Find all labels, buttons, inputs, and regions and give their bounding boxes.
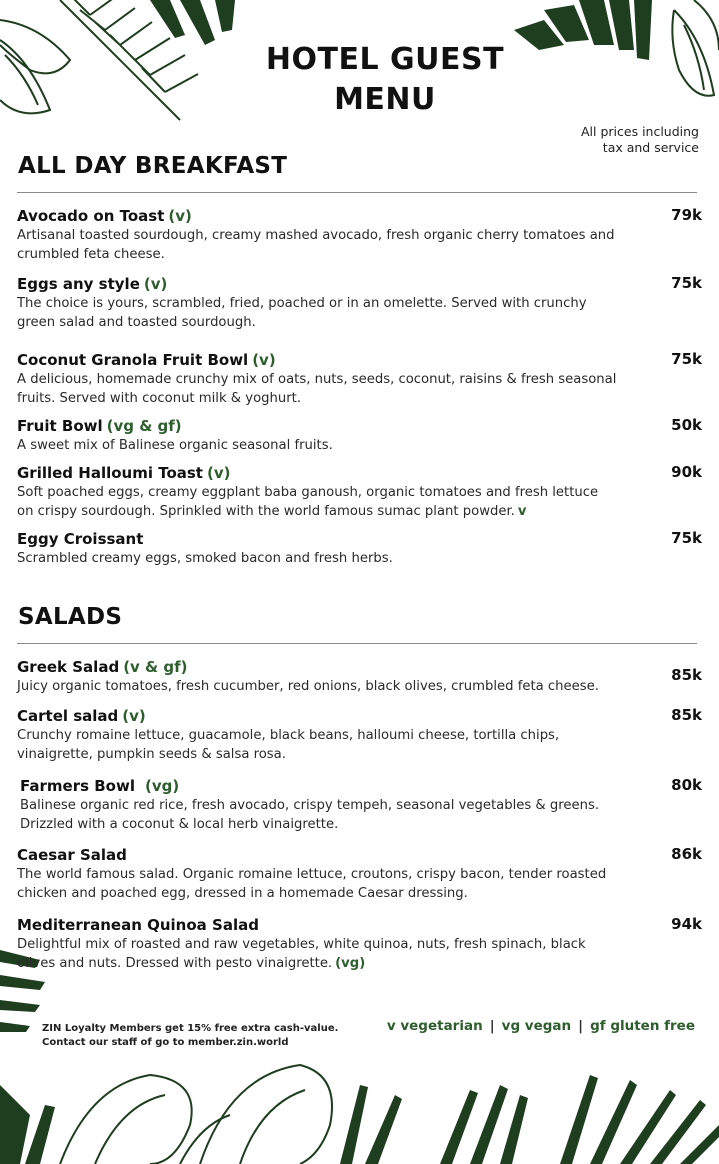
diet-legend — [387, 1018, 695, 1034]
menu-item — [17, 206, 702, 264]
legend-vegan: vg vegan — [501, 1018, 572, 1034]
item-diet-tag: (v) — [122, 707, 146, 725]
item-diet-tag: (v) — [168, 207, 192, 225]
menu-item — [17, 463, 702, 521]
bottom-foliage-illustration — [0, 1045, 719, 1164]
menu-title-line1: HOTEL GUEST — [265, 42, 505, 77]
legend-gluten-free: gf gluten free — [590, 1018, 695, 1034]
prices-note-line1: All prices including — [581, 124, 699, 139]
menu-item — [17, 657, 702, 696]
legend-separator: | — [489, 1018, 495, 1034]
item-price: 86k — [671, 845, 702, 863]
loyalty-line2: Contact our staff of go to member.zin.world — [42, 1037, 289, 1048]
item-price: 75k — [671, 529, 702, 547]
menu-item — [17, 706, 702, 764]
item-name: Grilled Halloumi Toast — [17, 464, 203, 482]
item-diet-tag: (vg & gf) — [106, 417, 182, 435]
item-name: Cartel salad — [17, 707, 119, 725]
menu-item — [17, 915, 702, 973]
item-description: A sweet mix of Balinese organic seasonal fruits. — [17, 438, 333, 453]
item-diet-tag: (v) — [252, 351, 276, 369]
prices-note-line2: tax and service — [602, 140, 699, 155]
item-description: Delightful mix of roasted and raw vegetables, white quinoa, nuts, fresh spinach, black olives and nuts. Dressed with pesto vinaigrette. — [17, 937, 586, 971]
item-name: Eggs any style — [17, 275, 140, 293]
section-heading-salads: SALADS — [18, 604, 123, 630]
item-name: Caesar Salad — [17, 846, 127, 864]
item-description: Crunchy romaine lettuce, guacamole, black beans, halloumi cheese, tortilla chips, vinaigrette, pumpkin seeds & salsa rosa. — [17, 728, 560, 762]
item-price: 80k — [671, 776, 702, 794]
item-description: Juicy organic tomatoes, fresh cucumber, red onions, black olives, crumbled feta cheese. — [17, 679, 599, 694]
item-price: 75k — [671, 274, 702, 292]
item-description: Balinese organic red rice, fresh avocado, crispy tempeh, seasonal vegetables & greens. Drizzled with a coconut & local herb vinaigrette. — [20, 798, 600, 832]
item-description: The world famous salad. Organic romaine lettuce, croutons, crispy bacon, tender roasted chicken and poached egg, dressed in a homemade Caesar dressing. — [17, 867, 607, 901]
item-description: Scrambled creamy eggs, smoked bacon and fresh herbs. — [17, 551, 393, 566]
item-price: 85k — [671, 666, 702, 684]
legend-vegetarian: v vegetarian — [386, 1018, 483, 1034]
item-description: Soft poached eggs, creamy eggplant baba ganoush, organic tomatoes and fresh lettuce on crispy sourdough. Sprinkled with the world famous sumac plant powder. — [17, 485, 599, 519]
menu-item — [17, 274, 702, 332]
loyalty-note — [42, 1022, 362, 1050]
item-diet-tag: (v) — [143, 275, 168, 293]
item-price: 75k — [671, 350, 702, 368]
section-heading-breakfast: ALL DAY BREAKFAST — [18, 153, 288, 179]
item-price: 90k — [671, 463, 702, 481]
item-name: Farmers Bowl — [20, 777, 135, 795]
item-name: Fruit Bowl — [17, 417, 103, 435]
menu-title-line2: MENU — [334, 82, 436, 117]
menu-item — [17, 350, 702, 408]
item-name: Avocado on Toast — [17, 207, 165, 225]
item-name: Coconut Granola Fruit Bowl — [17, 351, 249, 369]
prices-note — [529, 124, 699, 156]
item-diet-tag: v — [517, 504, 527, 519]
section-divider — [17, 192, 697, 193]
menu-item — [20, 776, 705, 834]
item-name: Greek Salad — [17, 658, 120, 676]
item-description: A delicious, homemade crunchy mix of oats, nuts, seeds, coconut, raisins & fresh seasonal fruits. Served with coconut milk & yoghurt. — [17, 372, 617, 406]
item-diet-tag: (v & gf) — [123, 658, 188, 676]
menu-title — [230, 40, 540, 120]
item-price: 85k — [671, 706, 702, 724]
item-diet-tag: (vg) — [335, 956, 366, 971]
item-description: The choice is yours, scrambled, fried, poached or in an omelette. Served with crunchy green salad and toasted sourdough. — [17, 296, 587, 330]
item-diet-tag: (vg) — [144, 777, 180, 795]
menu-item — [17, 416, 702, 455]
item-price: 50k — [671, 416, 702, 434]
item-name: Eggy Croissant — [17, 530, 144, 548]
item-name: Mediterranean Quinoa Salad — [17, 916, 259, 934]
palm-leaf-top-left-illustration — [0, 0, 260, 150]
loyalty-line1: ZIN Loyalty Members get 15% free extra cash-value. — [42, 1023, 339, 1034]
item-price: 79k — [671, 206, 702, 224]
item-diet-tag: (v) — [206, 464, 231, 482]
item-price: 94k — [671, 915, 702, 933]
section-divider — [17, 643, 697, 644]
legend-separator: | — [578, 1018, 584, 1034]
item-description: Artisanal toasted sourdough, creamy mashed avocado, fresh organic cherry tomatoes and crumbled feta cheese. — [17, 228, 615, 262]
menu-item — [17, 529, 702, 568]
menu-item — [17, 845, 702, 903]
